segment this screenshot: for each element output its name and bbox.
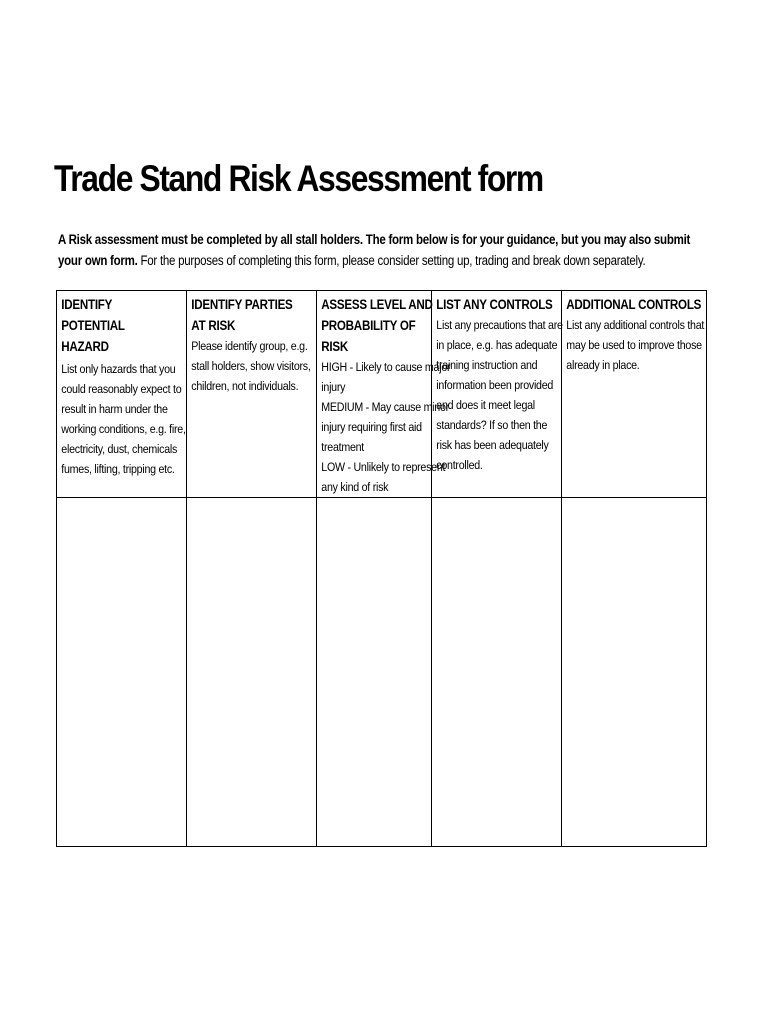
document-title: Trade Stand Risk Assessment form bbox=[54, 158, 543, 199]
column-description: Please identify group, e.g. stall holders, show visitors, children, not individuals. bbox=[191, 339, 311, 393]
risk-level-low: LOW - Unlikely to represent any kind of risk bbox=[321, 460, 446, 494]
intro-normal-text: For the purposes of completing this form, please consider setting up, trading and break down separately. bbox=[137, 253, 646, 268]
column-description: List any additional controls that may be used to improve those already in place. bbox=[566, 318, 705, 372]
column-risk-level bbox=[317, 291, 451, 498]
column-heading: ASSESS LEVEL AND PROBABILITY OF RISK bbox=[321, 297, 433, 354]
table-header-row bbox=[57, 291, 707, 498]
column-heading: LIST ANY CONTROLS bbox=[436, 297, 553, 312]
entry-hazard-cell[interactable] bbox=[57, 498, 187, 847]
entry-risk-level-cell[interactable] bbox=[317, 498, 432, 847]
intro-bold-text: A Risk assessment must be completed by all stall holders. The form below is for your guidance, but you may also submit your own form. bbox=[58, 232, 691, 268]
column-parties-at-risk bbox=[187, 291, 317, 498]
column-controls bbox=[432, 291, 562, 498]
entry-parties-cell[interactable] bbox=[187, 498, 317, 847]
risk-assessment-table bbox=[56, 290, 707, 847]
column-heading: IDENTIFY POTENTIAL HAZARD bbox=[61, 297, 125, 354]
entry-controls-cell[interactable] bbox=[432, 498, 562, 847]
table-row bbox=[57, 498, 707, 847]
risk-level-medium: MEDIUM - May cause minor injury requiring first aid treatment bbox=[321, 400, 449, 454]
risk-level-high: HIGH - Likely to cause major injury bbox=[321, 360, 451, 394]
intro-paragraph bbox=[58, 229, 694, 271]
column-description: List only hazards that you could reasonably expect to result in harm under the working conditions, e.g. fire, electricity, dust, chemicals fumes, lifting, tripping etc. bbox=[61, 362, 186, 476]
column-heading: ADDITIONAL CONTROLS bbox=[566, 297, 702, 312]
column-additional-controls bbox=[562, 291, 707, 498]
column-hazard bbox=[57, 291, 187, 498]
column-description: List any precautions that are in place, e.g. has adequate training instruction and information been provided and does it meet legal standards? If so then the risk has been adequately controlled. bbox=[436, 318, 563, 472]
column-heading: IDENTIFY PARTIES AT RISK bbox=[191, 297, 293, 333]
entry-additional-controls-cell[interactable] bbox=[562, 498, 707, 847]
